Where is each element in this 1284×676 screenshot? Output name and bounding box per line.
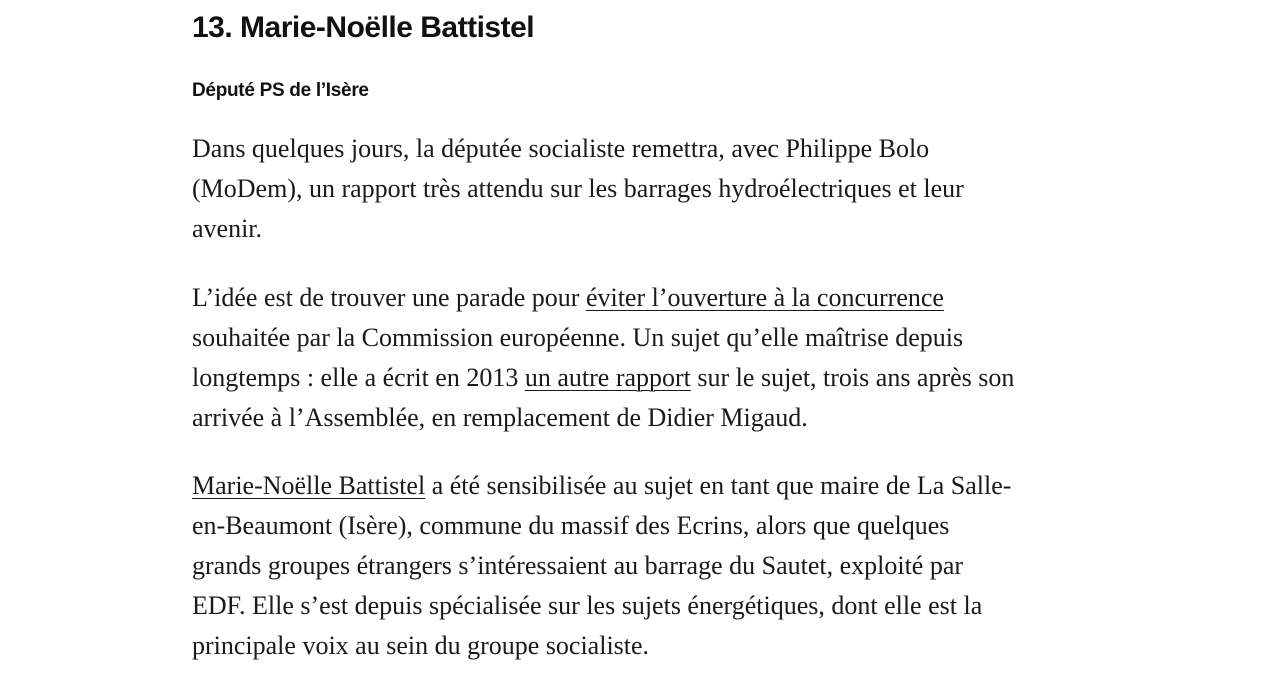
section-subtitle: Député PS de l’Isère <box>192 80 369 101</box>
paragraph-3 <box>192 466 1092 666</box>
paragraph-line: principale voix au sein du groupe socialiste. <box>192 631 650 660</box>
text-fragment: sur le sujet, trois ans après son <box>690 363 1015 392</box>
paragraph-line: grands groupes étrangers s’intéressaient au barrage du Sautet, exploité par <box>192 551 964 580</box>
paragraph-line: souhaitée par la Commission européenne. Un sujet qu’elle maîtrise depuis <box>192 323 964 352</box>
paragraph-line <box>192 466 1092 506</box>
paragraph-2 <box>192 278 1092 438</box>
paragraph-1 <box>192 129 1092 249</box>
text-fragment: a été sensibilisée au sujet en tant que maire de La Salle- <box>425 471 1012 500</box>
paragraph-line: avenir. <box>192 214 263 243</box>
paragraph-line: Dans quelques jours, la députée socialiste remettra, avec Philippe Bolo <box>192 134 930 163</box>
link-eviter-concurrence[interactable]: éviter l’ouverture à la concurrence <box>585 283 944 312</box>
text-fragment: longtemps : elle a écrit en 2013 <box>192 363 525 392</box>
text-fragment: L’idée est de trouver une parade pour <box>192 283 586 312</box>
paragraph-line: arrivée à l’Assemblée, en remplacement de Didier Migaud. <box>192 403 808 432</box>
section-heading: 13. Marie-Noëlle Battistel <box>192 11 535 44</box>
link-autre-rapport[interactable]: un autre rapport <box>524 363 691 392</box>
paragraph-line: (MoDem), un rapport très attendu sur les barrages hydroélectriques et leur <box>192 174 964 203</box>
paragraph-line <box>192 358 1092 398</box>
link-marie-noelle-battistel[interactable]: Marie-Noëlle Battistel <box>192 471 426 500</box>
paragraph-line: en-Beaumont (Isère), commune du massif des Ecrins, alors que quelques <box>192 511 950 540</box>
paragraph-line: EDF. Elle s’est depuis spécialisée sur les sujets énergétiques, dont elle est la <box>192 591 983 620</box>
paragraph-line <box>192 278 1092 318</box>
